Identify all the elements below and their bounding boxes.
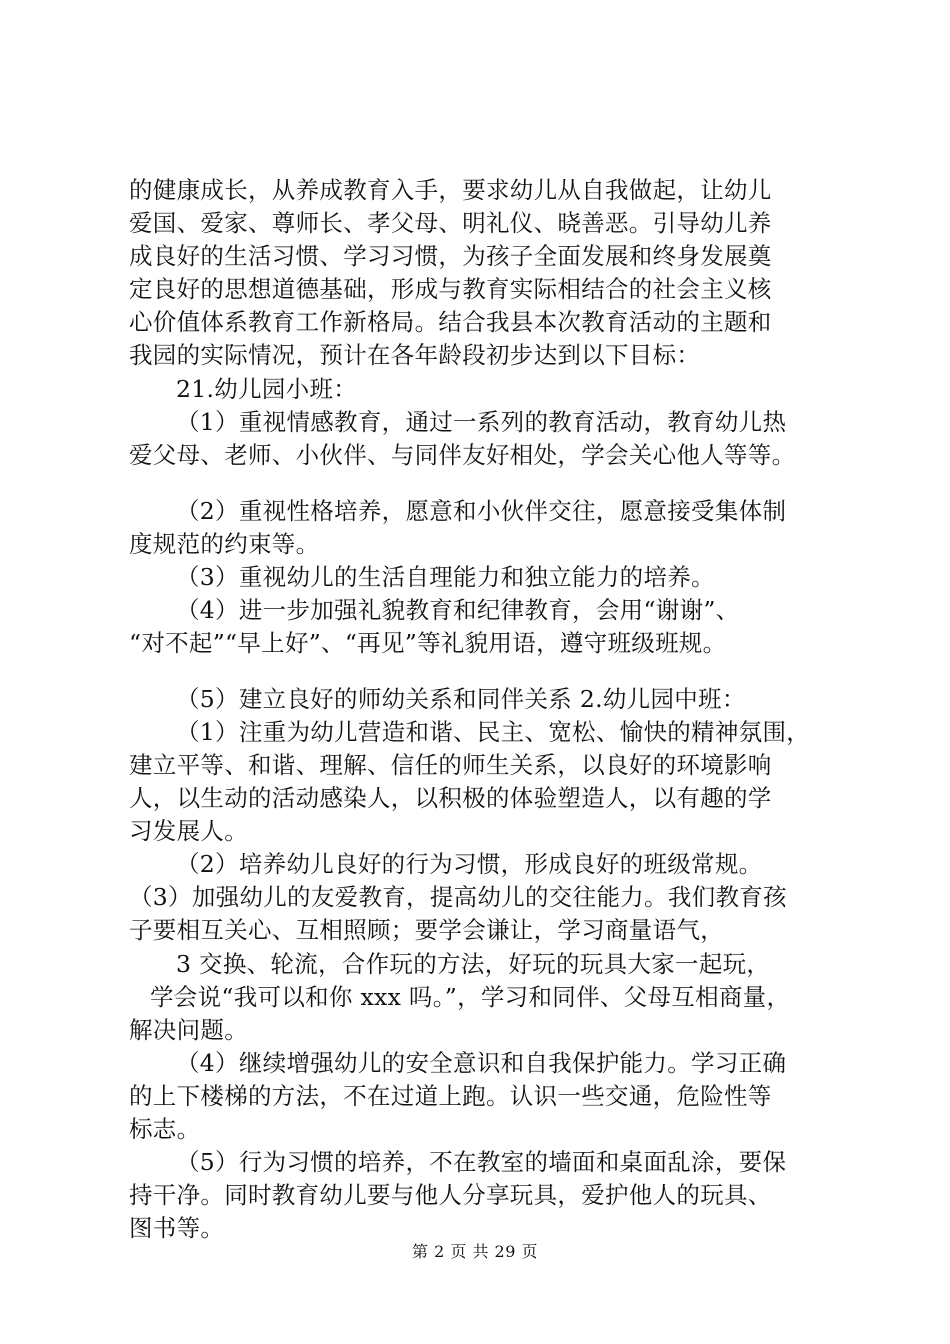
body-line: 我园的实际情况，预计在各年龄段初步达到以下目标： (129, 341, 701, 369)
body-line: 3 交换、轮流，合作玩的方法，好玩的玩具大家一起玩， (176, 950, 771, 978)
body-line: （2）重视性格培养，愿意和小伙伴交往，愿意接受集体制 (176, 497, 787, 525)
section-heading: 21.幼儿园小班： (176, 375, 358, 403)
body-line: 心价值体系教育工作新格局。结合我县本次教育活动的主题和 (129, 308, 772, 336)
body-line: 持干净。同时教育幼儿要与他人分享玩具，爱护他人的玩具、 (129, 1181, 772, 1209)
body-line: 度规范的约束等。 (129, 530, 320, 558)
page-number-footer: 第 2 页 共 29 页 (412, 1242, 538, 1261)
body-line: （4）进一步加强礼貌教育和纪律教育，会用“谢谢”、 (176, 596, 740, 624)
body-line: 图书等。 (129, 1214, 225, 1242)
body-line: 学会说“我可以和你 xxx 吗。”，学习和同伴、父母互相商量， (150, 983, 791, 1011)
body-line: 习发展人。 (129, 817, 248, 845)
body-line: 解决问题。 (129, 1016, 248, 1044)
body-line: 定良好的思想道德基础，形成与教育实际相结合的社会主义核 (129, 275, 772, 303)
body-line: （5）行为习惯的培养，不在教室的墙面和桌面乱涂，要保 (176, 1148, 787, 1176)
body-line: 的健康成长，从养成教育入手，要求幼儿从自我做起，让幼儿 (129, 176, 772, 204)
body-line: 成良好的生活习惯、学习习惯，为孩子全面发展和终身发展奠 (129, 242, 772, 270)
body-line: 标志。 (129, 1115, 201, 1143)
body-line: 建立平等、和谐、理解、信任的师生关系，以良好的环境影响 (129, 751, 772, 779)
body-line: 爱父母、老师、小伙伴、与同伴友好相处，学会关心他人等等。 (129, 441, 796, 469)
body-line: （3）加强幼儿的友爱教育，提高幼儿的交往能力。我们教育孩 (129, 883, 787, 911)
body-line: （5）建立良好的师幼关系和同伴关系 2.幼儿园中班： (176, 685, 746, 713)
body-line: 子要相互关心、互相照顾；要学会谦让，学习商量语气， (129, 916, 724, 944)
body-line: 的上下楼梯的方法，不在过道上跑。认识一些交通，危险性等 (129, 1082, 772, 1110)
body-line: （1）注重为幼儿营造和谐、民主、宽松、愉快的精神氛围， (176, 718, 811, 746)
body-line: （2）培养幼儿良好的行为习惯，形成良好的班级常规。 (176, 850, 763, 878)
body-line: 爱国、爱家、尊师长、孝父母、明礼仪、晓善恶。引导幼儿养 (129, 209, 772, 237)
body-line: （1）重视情感教育，通过一系列的教育活动，教育幼儿热 (176, 408, 787, 436)
body-line: （3）重视幼儿的生活自理能力和独立能力的培养。 (176, 563, 715, 591)
body-line: “对不起”“早上好”、“再见”等礼貌用语，遵守班级班规。 (129, 629, 727, 657)
body-line: （4）继续增强幼儿的安全意识和自我保护能力。学习正确 (176, 1049, 787, 1077)
body-line: 人，以生动的活动感染人，以积极的体验塑造人，以有趣的学 (129, 784, 772, 812)
